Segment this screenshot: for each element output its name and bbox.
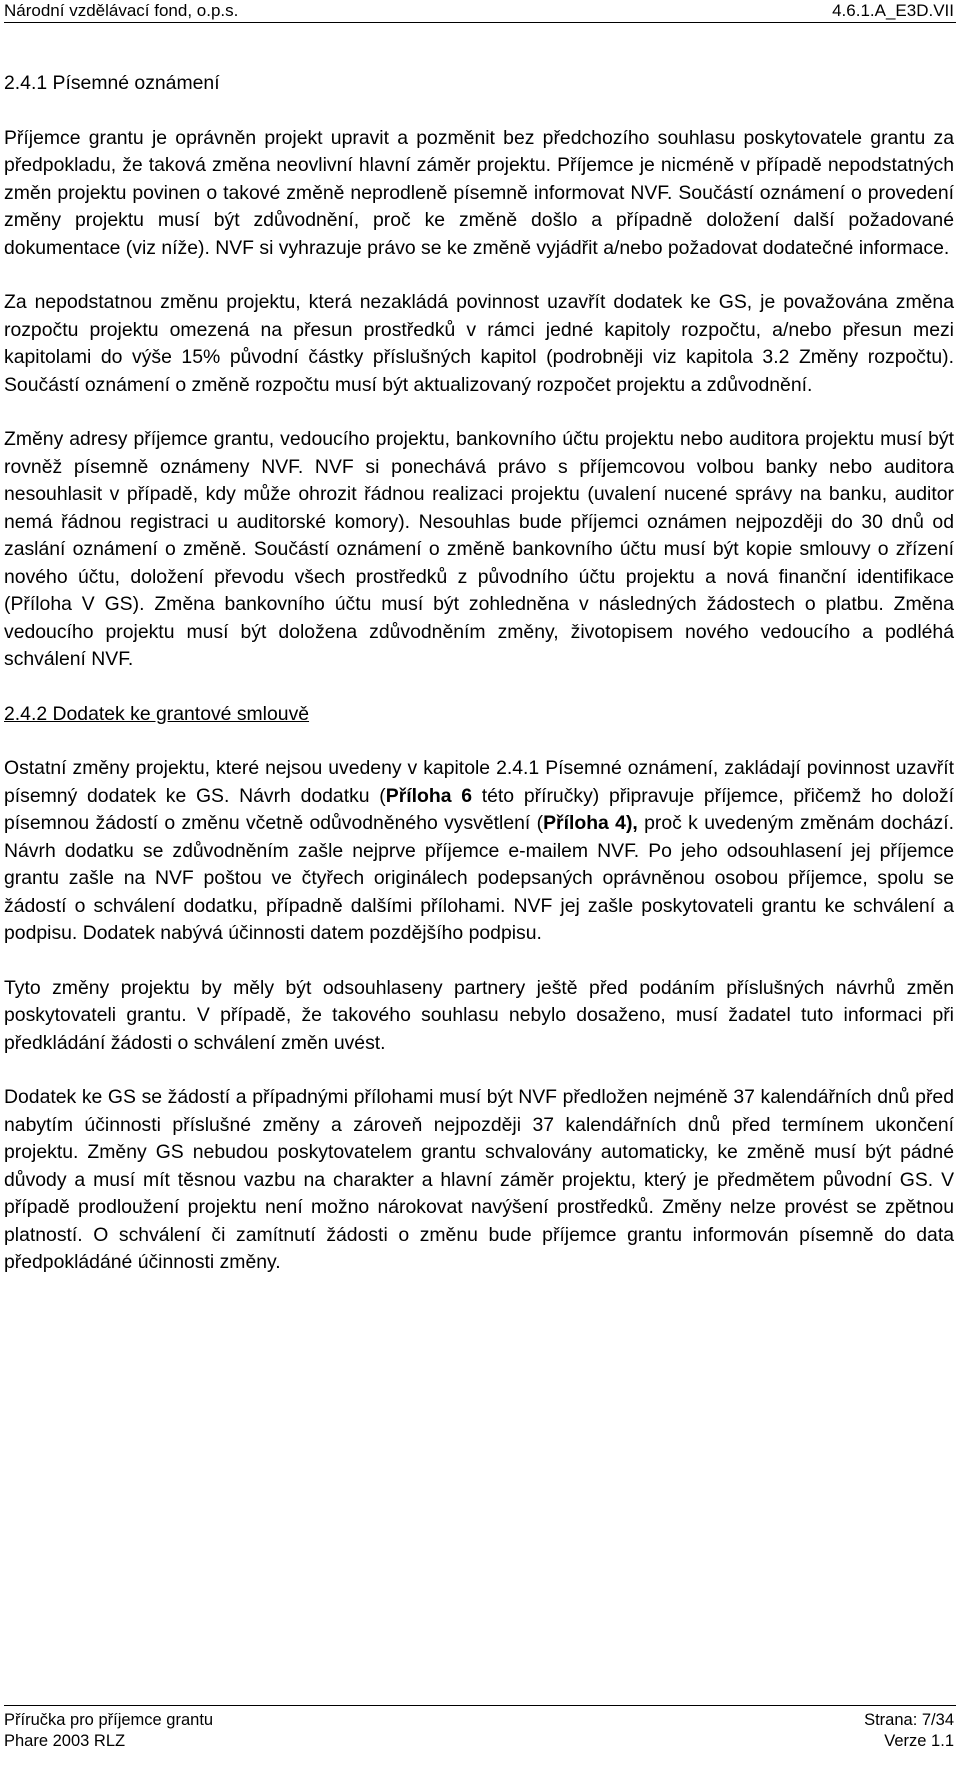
paragraph: Příjemce grantu je oprávněn projekt upravit a pozměnit bez předchozího souhlasu poskytovatele grantu za předpokladu, že taková změna neovlivní hlavní záměr projektu. Příjemce je nicméně v případě nepodstatných změn projektu povinen o takové změně neprodleně písemně informovat NVF. Součástí oznámení o provedení změny projektu musí být zdůvodnění, proč ke změně došlo a případně doložení další požadované dokumentace (viz níže). NVF si vyhrazuje právo se ke změně vyjádřit a/nebo požadovat dodatečné informace.: [4, 126, 954, 259]
page-header: [4, 0, 956, 23]
header-organization: Národní vzdělávací fond, o.p.s.: [4, 1, 239, 20]
paragraph-text: Ostatní změny projektu, které nejsou uvedeny v kapitole 2.4.1 Písemné oznámení, zakládají povinnost uzavřít písemný dodatek ke GS. Návrh dodatku (: [4, 757, 954, 807]
footer-right: [864, 1710, 954, 1752]
paragraph: Za nepodstatnou změnu projektu, která nezakládá povinnost uzavřít dodatek ke GS, je považována změna rozpočtu projektu omezená na přesun prostředků v rámci jedné kapitoly rozpočtu, a/nebo přesun mezi kapitolami do výše 15% původní částky příslušných kapitol (podrobněji viz kapitola 3.2 Změny rozpočtu). Součástí oznámení o změně rozpočtu musí být aktualizovaný rozpočet projektu a zdůvodnění.: [4, 291, 954, 396]
page-content: [4, 70, 954, 1304]
footer-title: Příručka pro příjemce grantu: [4, 1711, 214, 1729]
page-number: Strana: 7/34: [864, 1711, 954, 1729]
footer-program: Phare 2003 RLZ: [4, 1732, 126, 1750]
bold-reference: Příloha 4),: [543, 812, 638, 834]
paragraph-text: této příručky) připravuje příjemce, přičemž ho doloží písemnou žádostí o změnu včetně odůvodněného vysvětlení (: [4, 784, 954, 834]
version: Verze 1.1: [884, 1732, 954, 1750]
paragraph: Dodatek ke GS se žádostí a případnými přílohami musí být NVF předložen nejméně 37 kalendářních dnů před nabytím účinnosti příslušné změny a zároveň nejpozději 37 kalendářních dnů před termínem ukončení projektu. Změny GS nebudou poskytovatelem grantu schvalovány automaticky, ke změně musí být pádné důvody a musí mít těsnou vazbu na charakter a hlavní záměr projektu, který je předmětem původní GS. V případě prodloužení projektu není možno nárokovat navýšení prostředků. Změny nelze provést se zpětnou platností. O schválení či zamítnutí žádosti o změnu bude příjemce grantu informován písemně do data předpokládáné účinnosti změny.: [4, 1086, 954, 1273]
paragraph: [4, 755, 954, 948]
footer-left: [4, 1710, 213, 1752]
header-document-code: 4.6.1.A_E3D.VII: [832, 1, 954, 20]
paragraph: Změny adresy příjemce grantu, vedoucího projektu, bankovního účtu projektu nebo auditora projektu musí být rovněž písemně oznámeny NVF. NVF si ponechává právo s příjemcovou volbou banky nebo auditora nesouhlasit v případě, kdy může ohrozit řádnou realizaci projektu (uvalení nucené správy na banku, auditor nemá řádnou registraci u auditorské komory). Nesouhlas bude příjemci oznámen nejpozději do 30 dnů od zaslání oznámení o změně. Součástí oznámení o změně bankovního účtu musí být kopie smlouvy o zřízení nového účtu, doložení převodu všech prostředků z původního účtu projektu a nová finanční identifikace (Příloha V GS). Změna bankovního účtu musí být zohledněna v následných žádostech o platbu. Změna vedoucího projektu musí být doložena zdůvodněním změny, životopisem nového vedoucího a podléhá schválení NVF.: [4, 428, 954, 670]
paragraph: Tyto změny projektu by měly být odsouhlaseny partnery ještě před podáním příslušných návrhů změn poskytovateli grantu. V případě, že takového souhlasu nebylo dosaženo, musí žadatel tuto informaci při předkládání žádosti o schválení změn uvést.: [4, 976, 954, 1054]
page-footer: [4, 1705, 956, 1766]
section-heading-2-4-2: [4, 701, 954, 729]
section-heading-2-4-1: 2.4.1 Písemné oznámení: [4, 72, 220, 94]
paragraph-text: proč k uvedeným změnám dochází. Návrh dodatku se zdůvodněním zašle nejprve příjemce e-mailem NVF. Po jeho odsouhlasení jej příjemce grantu zašle na NVF poštou ve čtyřech originálech podepsaných oprávněnou osobou příjemce, spolu se žádostí o schválení dodatku, případně dalšími přílohami. NVF jej zašle poskytovateli grantu ke schválení a podpisu. Dodatek nabývá účinnosti datem pozdějšího podpisu.: [4, 812, 954, 944]
bold-reference: Příloha 6: [385, 784, 473, 807]
section-heading-text: 2.4.2 Dodatek ke grantové smlouvě: [4, 702, 310, 725]
